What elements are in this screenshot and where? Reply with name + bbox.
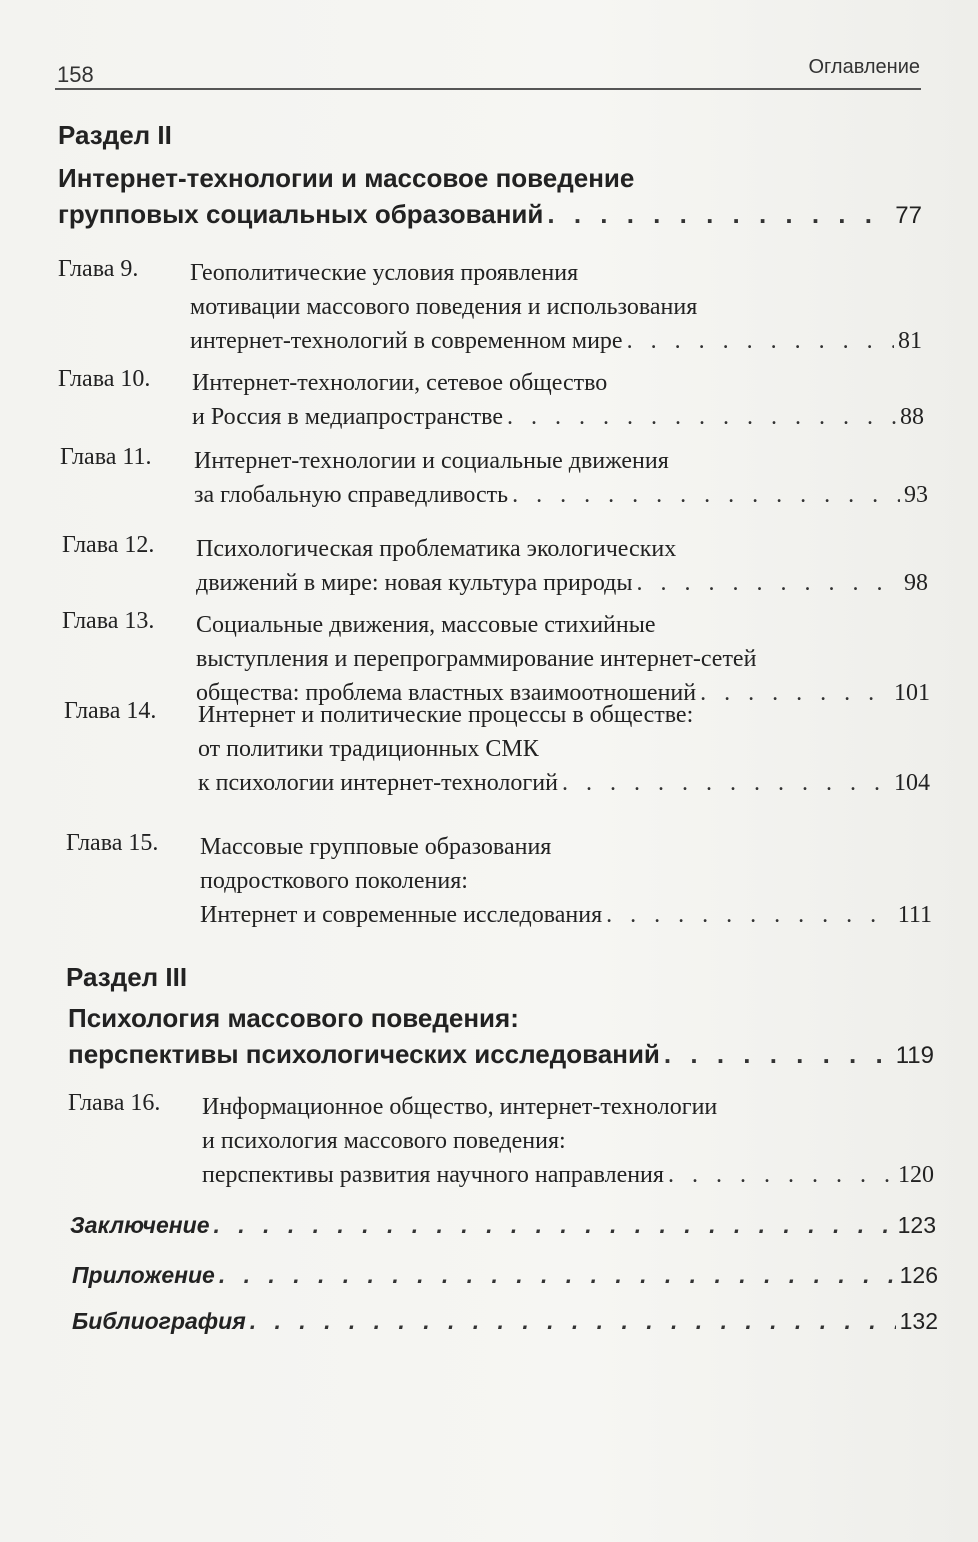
endmatter-label: Заключение — [70, 1212, 210, 1238]
chapter-title-line: Информационное общество, интернет-технологии — [202, 1094, 718, 1120]
chapter-page: 101 — [894, 680, 930, 706]
running-title: Оглавление — [808, 56, 920, 78]
toc-entry-appendix — [72, 1262, 938, 1289]
chapter-title-line: Геополитические условия проявления — [190, 260, 579, 286]
section-3-page: 119 — [895, 1042, 934, 1069]
chapter-title-line: движений в мире: новая культура природы — [196, 570, 633, 596]
chapter-title-line: к психологии интернет-технологий — [198, 770, 558, 796]
page-number: 158 — [57, 62, 94, 87]
endmatter-page: 126 — [899, 1262, 938, 1288]
chapter-page: 81 — [898, 328, 922, 354]
chapter-page: 111 — [897, 902, 932, 928]
chapter-title-line: Массовые групповые образования — [200, 834, 552, 860]
section-2-title-line2: групповых социальных образований — [58, 199, 544, 229]
leader-dots — [668, 1158, 894, 1192]
leader-dots — [250, 1308, 896, 1335]
section-2-page: 77 — [895, 202, 922, 229]
toc-entry-chapter-14 — [64, 698, 930, 808]
leader-dots — [637, 566, 901, 600]
toc-entry-bibliography — [72, 1308, 938, 1335]
section-3-title-line2: перспективы психологических исследований — [68, 1039, 660, 1069]
chapter-title-line: Психологическая проблематика экологических — [196, 536, 677, 562]
chapter-title-line: Интернет-технологии и социальные движения — [194, 448, 669, 474]
section-3-title — [68, 1000, 934, 1072]
chapter-page: 88 — [900, 404, 924, 430]
chapter-title-line: и психология массового поведения: — [202, 1128, 566, 1154]
toc-entry-chapter-16 — [68, 1090, 934, 1200]
chapter-label: Глава 15. — [66, 830, 159, 856]
leader-dots — [562, 766, 890, 800]
toc-entry-chapter-10 — [58, 366, 924, 446]
chapter-page: 98 — [904, 570, 928, 596]
chapter-title-line: подросткового поколения: — [200, 868, 468, 894]
chapter-title-line: Интернет-технологии, сетевое общество — [192, 370, 608, 396]
chapter-label: Глава 12. — [62, 532, 155, 558]
chapter-title-line: мотивации массового поведения и использования — [190, 294, 698, 320]
toc-entry-conclusion — [70, 1212, 936, 1239]
section-2-label: Раздел II — [58, 120, 172, 150]
toc-entry-chapter-11 — [60, 444, 928, 524]
chapter-title-line: Интернет и политические процессы в обществе: — [198, 702, 694, 728]
chapter-title-line: Социальные движения, массовые стихийные — [196, 612, 656, 638]
header-rule — [55, 88, 921, 90]
chapter-page: 93 — [904, 482, 928, 508]
section-3-label: Раздел III — [66, 962, 188, 992]
leader-dots — [512, 478, 900, 512]
section-2-title-line1: Интернет-технологии и массовое поведение — [58, 163, 635, 193]
toc-entry-chapter-12 — [62, 532, 928, 612]
chapter-page: 120 — [898, 1162, 934, 1188]
chapter-label: Глава 14. — [64, 698, 157, 724]
leader-dots — [664, 1036, 892, 1072]
endmatter-page: 132 — [899, 1308, 938, 1334]
leader-dots — [606, 898, 894, 932]
chapter-label: Глава 11. — [60, 444, 152, 470]
toc-entry-chapter-15 — [66, 830, 932, 940]
chapter-title-line: перспективы развития научного направления — [202, 1162, 664, 1188]
chapter-title-line: от политики традиционных СМК — [198, 736, 539, 762]
chapter-title-line: интернет-технологий в современном мире — [190, 328, 623, 354]
endmatter-label: Приложение — [72, 1262, 215, 1288]
chapter-title-line: выступления и перепрограммирование интернет-сетей — [196, 646, 757, 672]
chapter-label: Глава 10. — [58, 366, 151, 392]
section-3-title-line1: Психология массового поведения: — [68, 1003, 519, 1033]
chapter-title-line: за глобальную справедливость — [194, 482, 509, 508]
leader-dots — [547, 196, 891, 232]
chapter-label: Глава 13. — [62, 608, 155, 634]
endmatter-label: Библиография — [72, 1308, 246, 1334]
leader-dots — [507, 400, 896, 434]
leader-dots — [219, 1262, 896, 1289]
chapter-label: Глава 9. — [58, 256, 139, 282]
chapter-title-line: и Россия в медиапространстве — [192, 404, 503, 430]
chapter-label: Глава 16. — [68, 1090, 161, 1116]
leader-dots — [213, 1212, 893, 1239]
leader-dots — [627, 324, 894, 358]
toc-entry-chapter-9 — [58, 256, 922, 366]
endmatter-page: 123 — [897, 1212, 936, 1238]
chapter-title-line: общества: проблема властных взаимоотношений — [196, 680, 697, 706]
section-2-title — [58, 160, 922, 232]
chapter-page: 104 — [894, 770, 930, 796]
chapter-title-line: Интернет и современные исследования — [200, 902, 603, 928]
